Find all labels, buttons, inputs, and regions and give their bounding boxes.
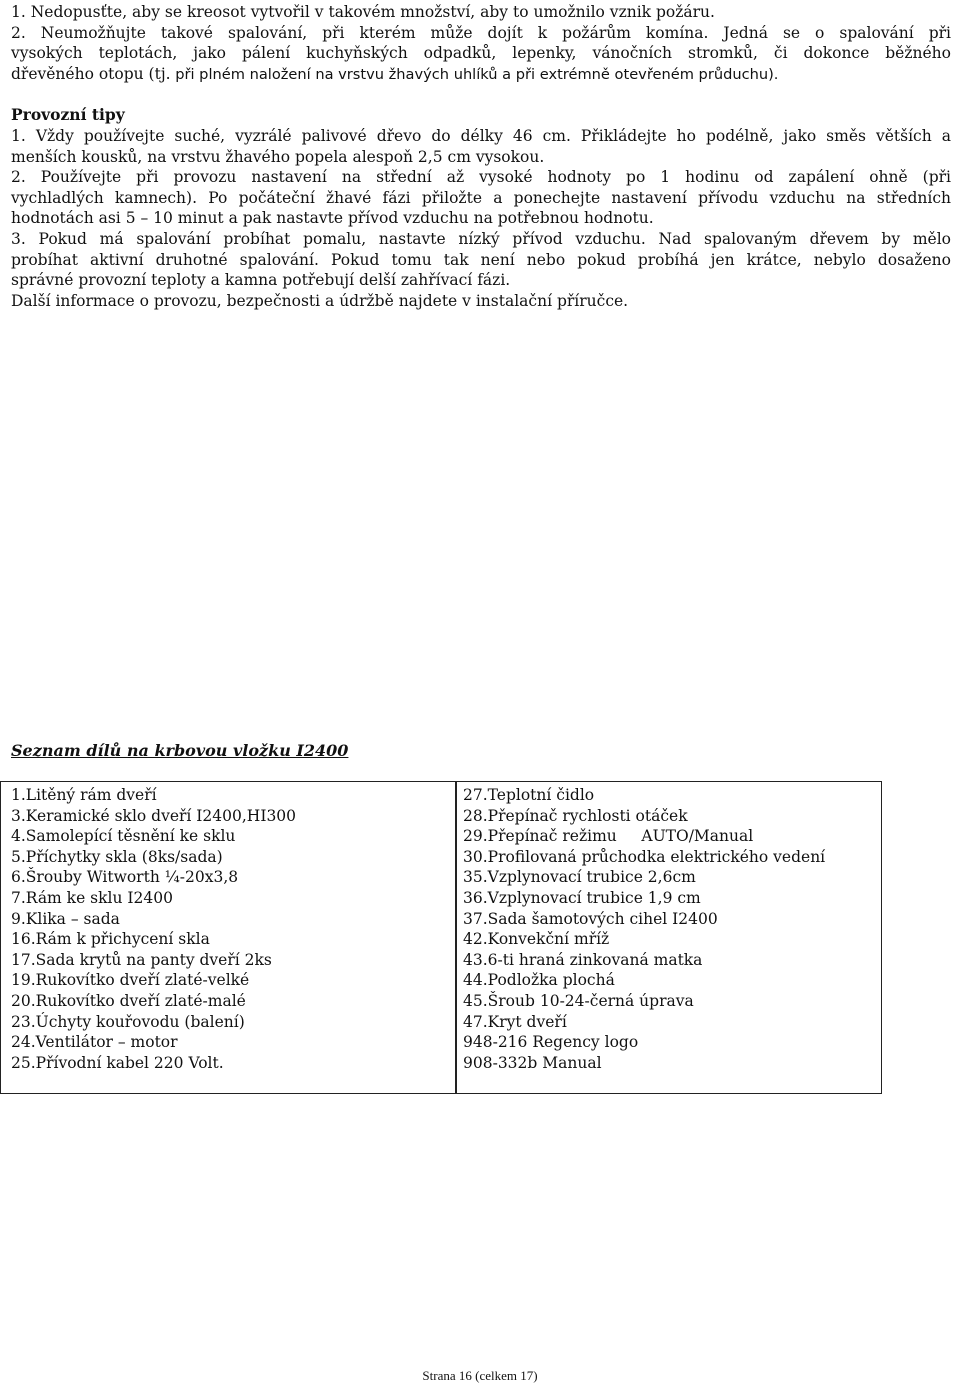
part-item: 24.Ventilátor – motor <box>11 1033 178 1052</box>
part-item: 36.Vzplynovací trubice 1,9 cm <box>463 888 701 907</box>
tips-line-4: vychladlých kamnech). Po počáteční žhavé fázi přiložte a ponechejte nastavení přívodu vzduchu na středních <box>11 188 951 207</box>
part-item: 29.Přepínač režimu AUTO/Manual <box>463 827 754 846</box>
part-item: 25.Přívodní kabel 220 Volt. <box>11 1053 224 1072</box>
part-item: 35.Vzplynovací trubice 2,6cm <box>463 868 696 887</box>
tips-line-8: správné provozní teploty a kamna potřebují delší zahřívací fázi. <box>11 271 511 290</box>
part-item: 30.Profilovaná průchodka elektrického vedení <box>463 847 826 866</box>
part-item: 9.Klika – sada <box>11 909 120 928</box>
part-item: 908-332b Manual <box>463 1053 602 1072</box>
part-item: 17.Sada krytů na panty dveří 2ks <box>11 950 272 969</box>
tips-line-7: probíhat aktivní druhotné spalování. Pokud tomu tak není nebo pokud probíhá jen krátce, nebylo dosaženo <box>11 250 951 269</box>
part-item: 42.Konvekční mříž <box>463 930 610 949</box>
part-item: 6.Šrouby Witworth ¼-20x3,8 <box>11 868 239 887</box>
safety-line-3: vysokých teplotách, jako pálení kuchyňských odpadků, lepenky, vánočních stromků, či dokonce běžného <box>11 44 951 63</box>
page-footer: Strana 16 (celkem 17) <box>422 1368 538 1383</box>
part-item: 1.Litěný rám dveří <box>11 786 157 804</box>
parts-column-right <box>463 785 825 1073</box>
table-divider <box>455 782 457 1093</box>
safety-line-2: 2. Neumožňujte takové spalování, při kterém může dojít k požárům komína. Jedná se o spalování při <box>11 23 951 42</box>
tips-heading: Provozní tipy <box>11 105 125 125</box>
tips-line-6: 3. Pokud má spalování probíhat pomalu, nastavte nízký přívod vzduchu. Nad spalovaným dřevem by mělo <box>11 229 951 248</box>
tips-line-1: 1. Vždy používejte suché, vyzrálé palivové dřevo do délky 46 cm. Přikládejte ho podélně, jako směs větších a <box>11 126 951 145</box>
document-body <box>11 2 951 311</box>
part-item: 7.Rám ke sklu I2400 <box>11 888 173 907</box>
safety-line-1: 1. Nedopusťte, aby se kreosot vytvořil v takovém množství, aby to umožnilo vznik požáru. <box>11 3 715 21</box>
part-item: 16.Rám k přichycení skla <box>11 930 210 949</box>
part-item: 43.6-ti hraná zinkovaná matka <box>463 950 703 969</box>
tips-line-9: Další informace o provozu, bezpečnosti a údržbě najdete v instalační příručce. <box>11 291 629 310</box>
part-item: 5.Příchytky skla (8ks/sada) <box>11 847 223 866</box>
part-item: 20.Rukovítko dveří zlaté-malé <box>11 991 246 1010</box>
safety-line-4-start: dřevěného otopu (tj. <box>11 64 171 83</box>
parts-list-title: Seznam dílů na krbovou vložku I2400 <box>11 741 349 760</box>
part-item: 27.Teplotní čidlo <box>463 786 595 804</box>
part-item: 948-216 Regency logo <box>463 1033 639 1052</box>
part-item: 19.Rukovítko dveří zlaté-velké <box>11 971 250 990</box>
part-item: 44.Podložka plochá <box>463 971 615 990</box>
tips-line-2: menších kousků, na vrstvu žhavého popela alespoň 2,5 cm vysokou. <box>11 147 545 166</box>
safety-line-4 <box>11 64 951 86</box>
part-item: 4.Samolepící těsnění ke sklu <box>11 827 236 846</box>
parts-table <box>0 781 882 1094</box>
parts-column-left <box>11 785 296 1073</box>
part-item: 45.Šroub 10-24-černá úprava <box>463 991 694 1010</box>
part-item: 23.Úchyty kouřovodu (balení) <box>11 1012 245 1031</box>
part-item: 47.Kryt dveří <box>463 1012 567 1031</box>
part-item: 37.Sada šamotových cihel I2400 <box>463 909 718 928</box>
part-item: 28.Přepínač rychlosti otáček <box>463 806 688 825</box>
safety-line-4-end: při plném naložení na vrstvu žhavých uhlíků a při extrémně otevřeném průduchu). <box>170 65 779 83</box>
tips-line-5: hodnotách asi 5 – 10 minut a pak nastavte přívod vzduchu na potřebnou hodnotu. <box>11 209 654 228</box>
part-item: 3.Keramické sklo dveří I2400,HI300 <box>11 806 297 825</box>
tips-line-3: 2. Používejte při provozu nastavení na střední až vysoké hodnoty po 1 hodinu od zapálení ohně (při <box>11 168 951 187</box>
